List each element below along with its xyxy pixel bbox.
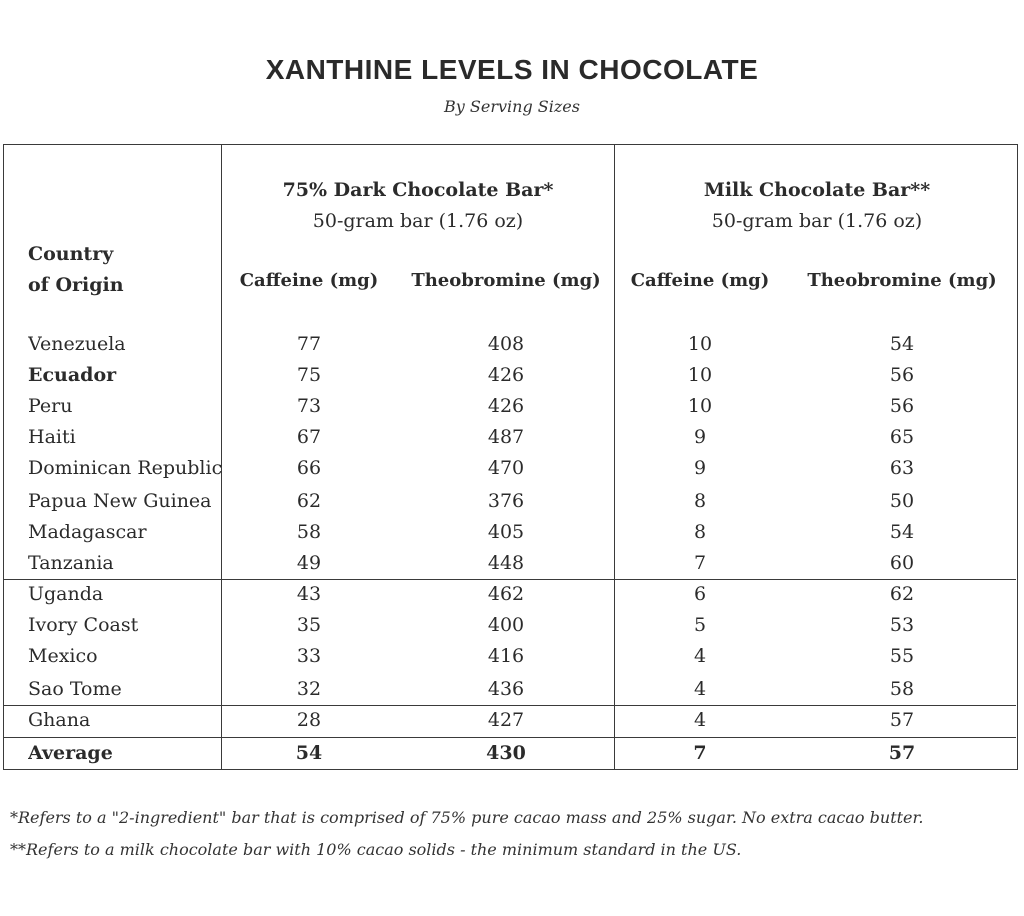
country-header-line1: Country [28, 243, 114, 265]
milk-theobromine-cell: 60 [889, 552, 915, 574]
country-cell: Ecuador [28, 364, 117, 386]
dark-caffeine-cell: 62 [296, 490, 322, 512]
table-row [4, 453, 1016, 484]
milk-theobromine-cell: 63 [889, 457, 915, 479]
dark-theobromine-cell: 470 [487, 457, 525, 479]
table-row [4, 548, 1016, 579]
table-row [4, 517, 1016, 548]
milk-theobromine-cell: 56 [889, 395, 915, 417]
milk-caffeine-cell: 10 [687, 395, 713, 417]
table-row [4, 329, 1016, 360]
average-row [4, 738, 1016, 769]
dark-caffeine-header: Caffeine (mg) [239, 270, 379, 291]
table-row [4, 486, 1016, 517]
dark-theobromine-cell: 426 [487, 364, 525, 386]
milk-theobromine-cell: 53 [889, 614, 915, 636]
average-dark-theobromine: 430 [486, 742, 526, 764]
dark-theobromine-cell: 400 [487, 614, 525, 636]
dark-theobromine-cell: 416 [487, 645, 525, 667]
dark-caffeine-cell: 32 [296, 678, 322, 700]
dark-chocolate-group-title: 75% Dark Chocolate Bar* [282, 179, 554, 201]
milk-caffeine-cell: 7 [693, 552, 707, 574]
dark-caffeine-cell: 66 [296, 457, 322, 479]
milk-theobromine-cell: 57 [889, 709, 915, 731]
milk-theobromine-cell: 54 [889, 521, 915, 543]
table-row [4, 360, 1016, 391]
dark-theobromine-cell: 405 [487, 521, 525, 543]
dark-theobromine-cell: 462 [487, 583, 525, 605]
page-subtitle: By Serving Sizes [444, 97, 580, 116]
dark-theobromine-cell: 408 [487, 333, 525, 355]
milk-caffeine-header: Caffeine (mg) [630, 270, 770, 291]
dark-theobromine-cell: 487 [487, 426, 525, 448]
dark-theobromine-header: Theobromine (mg) [411, 270, 601, 291]
dark-caffeine-cell: 49 [296, 552, 322, 574]
milk-theobromine-cell: 65 [889, 426, 915, 448]
country-cell: Ghana [28, 709, 91, 731]
dark-caffeine-cell: 28 [296, 709, 322, 731]
milk-caffeine-cell: 10 [687, 333, 713, 355]
country-cell: Madagascar [28, 521, 147, 543]
milk-theobromine-cell: 56 [889, 364, 915, 386]
country-cell: Ivory Coast [28, 614, 139, 636]
milk-caffeine-cell: 8 [693, 490, 707, 512]
average-milk-caffeine: 7 [693, 742, 707, 764]
country-cell: Haiti [28, 426, 76, 448]
dark-caffeine-cell: 77 [296, 333, 322, 355]
dark-theobromine-cell: 448 [487, 552, 525, 574]
table-row [4, 641, 1016, 672]
dark-caffeine-cell: 58 [296, 521, 322, 543]
country-cell: Sao Tome [28, 678, 122, 700]
milk-caffeine-cell: 4 [693, 678, 707, 700]
average-milk-theobromine: 57 [888, 742, 916, 764]
dark-theobromine-cell: 376 [487, 490, 525, 512]
country-cell: Mexico [28, 645, 98, 667]
milk-theobromine-cell: 55 [889, 645, 915, 667]
milk-caffeine-cell: 5 [693, 614, 707, 636]
milk-caffeine-cell: 4 [693, 709, 707, 731]
milk-caffeine-cell: 8 [693, 521, 707, 543]
footnote-dark-chocolate: *Refers to a "2-ingredient" bar that is comprised of 75% pure cacao mass and 25% sugar. No extra cacao butter. [10, 808, 924, 827]
milk-theobromine-cell: 58 [889, 678, 915, 700]
table-row [4, 705, 1016, 736]
milk-chocolate-group-size: 50-gram bar (1.76 oz) [711, 210, 923, 232]
average-label: Average [28, 742, 113, 764]
table-row [4, 674, 1016, 705]
milk-caffeine-cell: 4 [693, 645, 707, 667]
country-cell: Uganda [28, 583, 104, 605]
country-cell: Dominican Republic [28, 457, 222, 479]
country-cell: Venezuela [28, 333, 126, 355]
milk-caffeine-cell: 10 [687, 364, 713, 386]
dark-caffeine-cell: 73 [296, 395, 322, 417]
dark-caffeine-cell: 33 [296, 645, 322, 667]
table-row [4, 422, 1016, 453]
milk-theobromine-header: Theobromine (mg) [807, 270, 997, 291]
page-title: XANTHINE LEVELS IN CHOCOLATE [265, 54, 759, 85]
dark-caffeine-cell: 67 [296, 426, 322, 448]
dark-caffeine-cell: 35 [296, 614, 322, 636]
country-header-line2: of Origin [28, 274, 124, 296]
xanthine-table [3, 144, 1018, 770]
country-of-origin-header [28, 239, 124, 301]
dark-theobromine-cell: 426 [487, 395, 525, 417]
dark-caffeine-cell: 43 [296, 583, 322, 605]
milk-theobromine-cell: 62 [889, 583, 915, 605]
average-dark-caffeine: 54 [295, 742, 323, 764]
footnote-milk-chocolate: **Refers to a milk chocolate bar with 10% cacao solids - the minimum standard in the US. [10, 840, 742, 859]
dark-chocolate-group-size: 50-gram bar (1.76 oz) [312, 210, 524, 232]
dark-theobromine-cell: 436 [487, 678, 525, 700]
milk-caffeine-cell: 6 [693, 583, 707, 605]
milk-theobromine-cell: 54 [889, 333, 915, 355]
dark-theobromine-cell: 427 [487, 709, 525, 731]
milk-chocolate-group-title: Milk Chocolate Bar** [703, 179, 931, 201]
table-row [4, 391, 1016, 422]
dark-caffeine-cell: 75 [296, 364, 322, 386]
country-cell: Peru [28, 395, 73, 417]
table-row [4, 579, 1016, 610]
country-cell: Papua New Guinea [28, 490, 212, 512]
milk-caffeine-cell: 9 [693, 426, 707, 448]
country-cell: Tanzania [28, 552, 114, 574]
table-row [4, 610, 1016, 641]
milk-theobromine-cell: 50 [889, 490, 915, 512]
milk-caffeine-cell: 9 [693, 457, 707, 479]
